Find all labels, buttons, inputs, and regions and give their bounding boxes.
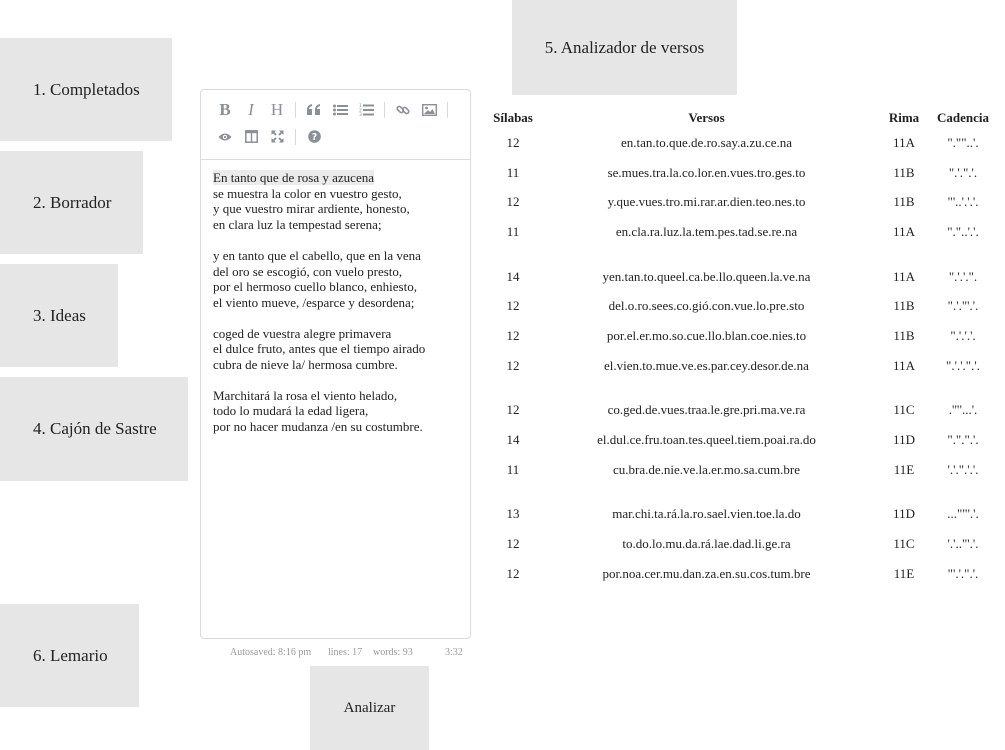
table-row [487, 455, 992, 485]
help-icon[interactable] [302, 125, 326, 149]
poem-line [213, 170, 458, 186]
image-icon[interactable] [417, 98, 441, 122]
cell-cadencia: ".'.".'. [948, 164, 978, 180]
nav-borrador-button[interactable]: 2. Borrador [0, 151, 143, 254]
table-row [487, 529, 992, 559]
cell-rima: 11C [893, 402, 915, 418]
cell-rima: 11B [893, 164, 915, 180]
cursor-line-highlight: En tanto que de rosa y azucena [213, 170, 374, 185]
table-row [487, 425, 992, 455]
stanza-gap-row [487, 381, 992, 396]
poem-line: en clara luz la tempestad serena; [213, 217, 382, 233]
cell-cadencia: "'..'.'.'. [947, 194, 979, 210]
header-silabas: Sílabas [493, 110, 533, 125]
cell-verso: el.dul.ce.fru.toan.tes.queel.tiem.poai.ra.do [597, 432, 816, 448]
cell-silabas: 12 [506, 535, 520, 551]
cell-verso: yen.tan.to.queel.ca.be.llo.queen.la.ve.na [602, 268, 811, 284]
cell-verso: to.do.lo.mu.da.rá.lae.dad.li.ge.ra [622, 535, 791, 551]
header-rima: Rima [888, 110, 920, 125]
ordered-list-icon[interactable] [354, 98, 378, 122]
cell-rima: 11A [893, 268, 915, 284]
cell-cadencia: "."..'.'. [947, 224, 979, 240]
cell-silabas: 12 [506, 134, 520, 150]
poem-line: se muestra la color en vuestro gesto, [213, 185, 402, 201]
cell-verso: cu.bra.de.nie.ve.la.er.mo.sa.cum.bre [613, 461, 800, 477]
poem-line: Marchitará la rosa el viento helado, [213, 387, 398, 403]
editor-toolbar [201, 90, 470, 160]
table-header-row [487, 108, 992, 128]
cell-cadencia: '.'.."'.'. [947, 535, 979, 551]
cell-silabas: 11 [506, 164, 520, 180]
link-icon[interactable] [391, 98, 415, 122]
words-count: words: 93 [373, 647, 413, 658]
cell-verso: por.el.er.mo.so.cue.llo.blan.coe.nies.to [606, 328, 807, 344]
cell-silabas: 11 [506, 461, 520, 477]
cell-rima: 11B [893, 328, 915, 344]
stanza-gap-row [487, 247, 992, 262]
stanza-gap [487, 485, 992, 500]
cell-silabas: 12 [506, 402, 520, 418]
lines-count: lines: 17 [328, 647, 363, 658]
cell-silabas: 12 [506, 357, 520, 373]
nav-analizador-button[interactable]: 5. Analizador de versos [512, 0, 737, 95]
bold-icon[interactable]: B [219, 99, 231, 119]
cell-cadencia: ...""'.'. [947, 506, 979, 522]
quote-icon[interactable] [302, 98, 326, 122]
cell-cadencia: ".'.'.".'. [946, 357, 980, 373]
table-row [487, 351, 992, 381]
cell-rima: 11E [893, 461, 915, 477]
cell-rima: 11D [893, 506, 915, 522]
toolbar-divider [295, 129, 296, 145]
header-cadencia: Cadencia [937, 110, 989, 125]
cell-rima: 11A [893, 224, 915, 240]
table-row [487, 559, 992, 589]
svg-text:3: 3 [358, 113, 362, 116]
cell-verso: y.que.vues.tro.mi.rar.ar.dien.teo.nes.to [607, 194, 806, 210]
cell-cadencia: ".'.'.". [948, 268, 978, 284]
editor-text-area[interactable] [201, 160, 470, 460]
autosaved-status: Autosaved: 8:16 pm [230, 647, 312, 658]
poem-line: y en tanto que el cabello, que en la vena [213, 247, 421, 263]
cell-rima: 11B [893, 298, 915, 314]
cell-rima: 11A [893, 134, 915, 150]
cell-cadencia: ".""..'. [947, 134, 979, 150]
side-by-side-icon[interactable] [239, 125, 263, 149]
italic-icon[interactable]: I [248, 99, 254, 119]
cursor-position: 3:32 [445, 647, 463, 658]
cell-silabas: 14 [506, 268, 520, 284]
poem-line: cubra de nieve la/ hermosa cumbre. [213, 357, 398, 373]
markdown-editor [200, 89, 471, 639]
cell-silabas: 12 [506, 565, 520, 581]
svg-text:1: 1 [358, 104, 362, 109]
header-versos: Versos [688, 110, 725, 125]
toolbar-divider [295, 102, 296, 118]
svg-text:?: ? [311, 132, 317, 143]
cell-cadencia: .'"'...'. [948, 402, 978, 418]
cell-rima: 11A [893, 357, 915, 373]
toolbar-divider [447, 102, 448, 118]
cell-silabas: 13 [506, 506, 520, 522]
table-row [487, 321, 992, 351]
stanza-gap-row [487, 485, 992, 500]
cell-rima: 11B [893, 194, 915, 210]
cell-verso: del.o.ro.sees.co.gió.con.vue.lo.pre.sto [608, 298, 805, 314]
poem-line: el dulce fruto, antes que el tiempo airado [213, 341, 426, 357]
unordered-list-icon[interactable] [328, 98, 352, 122]
stanza-gap [487, 381, 992, 396]
table-row [487, 262, 992, 292]
cell-silabas: 14 [506, 432, 520, 448]
cell-rima: 11E [893, 565, 915, 581]
table-row [487, 188, 992, 218]
table-row [487, 217, 992, 247]
poem-line: y que vuestro mirar ardiente, honesto, [213, 201, 410, 217]
cell-silabas: 12 [506, 194, 520, 210]
nav-completados-button[interactable]: 1. Completados [0, 38, 172, 141]
cell-silabas: 12 [506, 298, 520, 314]
heading-icon[interactable]: H [270, 99, 284, 119]
cell-silabas: 12 [506, 328, 520, 344]
table-row [487, 395, 992, 425]
cell-rima: 11D [893, 432, 915, 448]
poem-line: el viento mueve, /esparce y desordena; [213, 294, 415, 310]
verse-analysis-table [487, 108, 992, 589]
poem-line: del oro se escogió, con vuelo presto, [213, 263, 403, 279]
cell-cadencia: ".'."'.'. [947, 298, 979, 314]
preview-eye-icon[interactable] [213, 125, 237, 149]
cell-rima: 11C [893, 535, 915, 551]
cell-cadencia: ".'.'.'. [950, 328, 976, 344]
table-row [487, 291, 992, 321]
cell-verso: co.ged.de.vues.traa.le.gre.pri.ma.ve.ra [607, 402, 806, 418]
poem-stanza [213, 170, 458, 233]
poem-stanza [213, 388, 458, 435]
nav-lemario-button[interactable]: 6. Lemario [0, 604, 139, 707]
toolbar-divider [384, 102, 385, 118]
table-row [487, 158, 992, 188]
table-row [487, 499, 992, 529]
cell-verso: en.tan.to.que.de.ro.say.a.zu.ce.na [621, 134, 792, 150]
table-row [487, 128, 992, 158]
poem-stanza [213, 248, 458, 311]
svg-text:2: 2 [358, 108, 362, 114]
cell-verso: se.mues.tra.la.co.lor.en.vues.tro.ges.to [607, 164, 806, 180]
cell-verso: por.noa.cer.mu.dan.za.en.su.cos.tum.bre [602, 565, 811, 581]
poem-line: coged de vuestra alegre primavera [213, 325, 392, 341]
poem-stanza [213, 326, 458, 373]
poem-line: por no hacer mudanza /en su costumbre. [213, 419, 423, 435]
nav-ideas-button[interactable]: 3. Ideas [0, 264, 118, 367]
analizar-button[interactable]: Analizar [310, 666, 429, 750]
cell-cadencia: "'.'.".'. [947, 565, 979, 581]
poem-line: por el hermoso cuello blanco, enhiesto, [213, 279, 417, 295]
cell-cadencia: ".".".'. [947, 432, 979, 448]
fullscreen-icon[interactable] [265, 125, 289, 149]
cell-verso: el.vien.to.mue.ve.es.par.cey.desor.de.na [604, 357, 809, 373]
stanza-gap [487, 247, 992, 262]
nav-cajon-de-sastre-button[interactable]: 4. Cajón de Sastre [0, 377, 188, 481]
cell-cadencia: '.'.".'.'. [947, 461, 979, 477]
cell-silabas: 11 [506, 224, 520, 240]
editor-statusbar [230, 647, 465, 661]
cell-verso: mar.chi.ta.rá.la.ro.sael.vien.toe.la.do [612, 506, 801, 522]
poem-line: todo lo mudará la edad ligera, [213, 403, 369, 419]
cell-verso: en.cla.ra.luz.la.tem.pes.tad.se.re.na [615, 224, 798, 240]
